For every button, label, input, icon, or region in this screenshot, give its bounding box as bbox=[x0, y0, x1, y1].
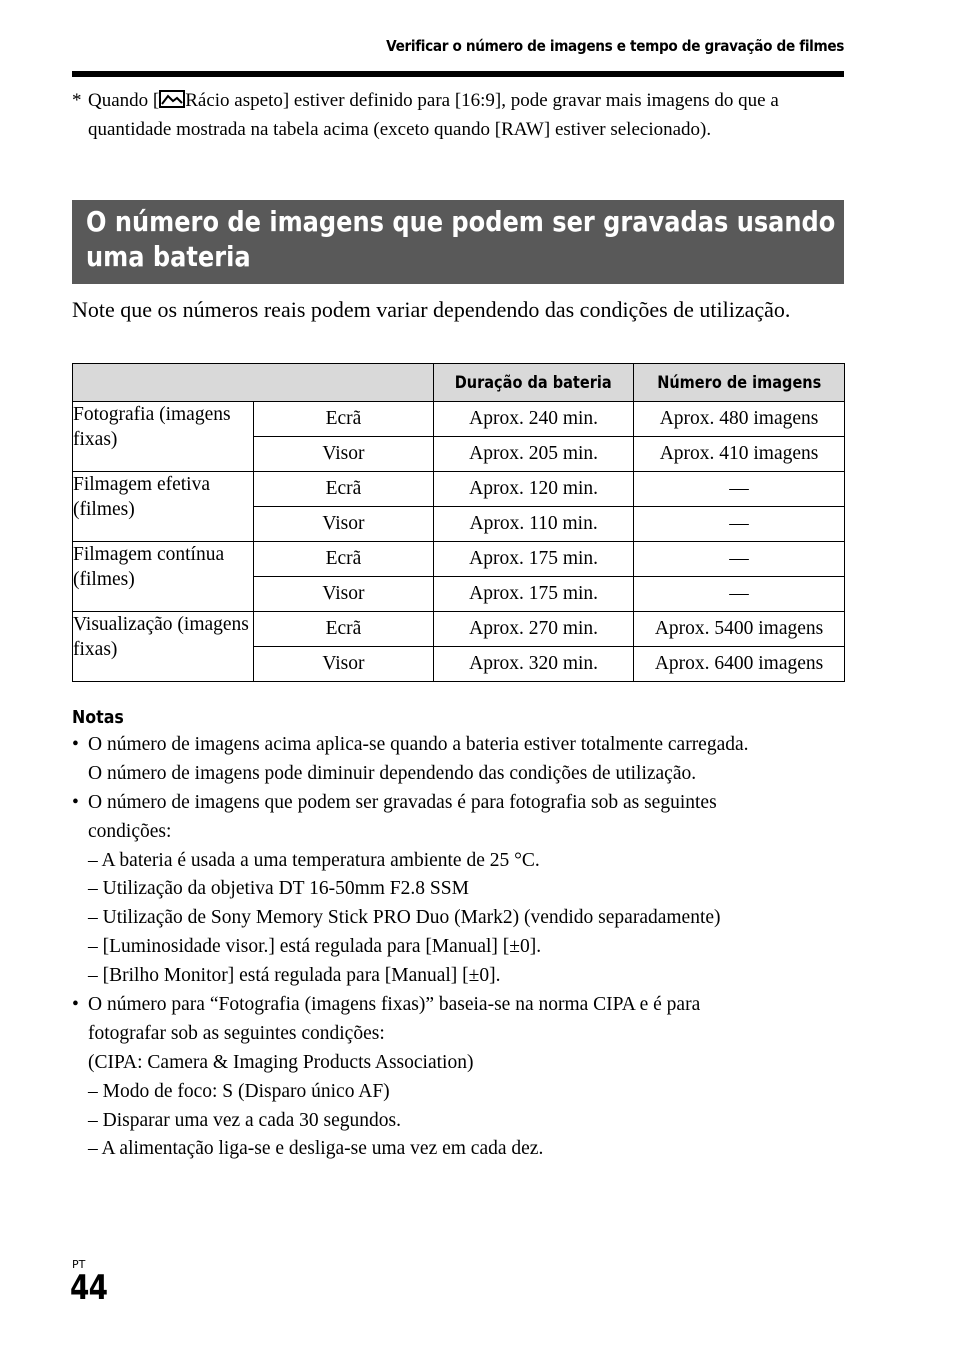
bullet-marker: • bbox=[72, 734, 79, 755]
images-cell: Aprox. 480 imagens bbox=[634, 402, 845, 437]
images-cell: — bbox=[634, 577, 845, 612]
note-text: – A alimentação liga-se e desliga-se uma vez em cada dez. bbox=[88, 1138, 544, 1160]
footnote-body bbox=[88, 86, 844, 144]
images-cell: Aprox. 5400 imagens bbox=[634, 612, 845, 647]
note-text: O número de imagens que podem ser gravadas é para fotografia sob as seguintes bbox=[88, 791, 717, 813]
section-heading-band bbox=[72, 200, 844, 284]
header-images-label: Número de imagens bbox=[656, 373, 822, 392]
note-text: – Disparar uma vez a cada 30 segundos. bbox=[88, 1109, 401, 1131]
table-header-row bbox=[73, 364, 845, 402]
page-number: 44 bbox=[70, 1268, 108, 1308]
note-continuation-line bbox=[72, 1107, 862, 1136]
footnote bbox=[72, 86, 844, 144]
header-duration-label: Duração da bateria bbox=[455, 373, 613, 392]
note-text: – [Brilho Monitor] está regulada para [Manual] [±0]. bbox=[88, 965, 501, 987]
note-text: O número de imagens pode diminuir dependendo das condições de utilização. bbox=[88, 762, 697, 784]
mode-cell: Fotografia (imagens fixas) bbox=[73, 402, 254, 472]
images-cell: — bbox=[634, 542, 845, 577]
notes-title: Notas bbox=[72, 707, 124, 728]
screen-cell: Visor bbox=[253, 647, 433, 682]
screen-cell: Visor bbox=[253, 577, 433, 612]
duration-cell: Aprox. 205 min. bbox=[434, 437, 634, 472]
note-bullet-line bbox=[72, 731, 862, 760]
duration-cell: Aprox. 270 min. bbox=[434, 612, 634, 647]
note-text: condições: bbox=[88, 820, 172, 842]
footnote-text-after: Rácio aspeto] estiver definido para [16:9], pode gravar mais imagens do que a quantidade mostrada na tabela acima (exceto quando [RAW] estiver selecionado). bbox=[88, 90, 779, 140]
table-header-duration bbox=[434, 364, 634, 402]
images-cell: — bbox=[634, 472, 845, 507]
screen-cell: Ecrã bbox=[253, 612, 433, 647]
note-continuation-line bbox=[72, 1135, 862, 1164]
table-row bbox=[73, 402, 845, 437]
duration-cell: Aprox. 110 min. bbox=[434, 507, 634, 542]
note-bullet-line bbox=[72, 991, 862, 1020]
screen-cell: Visor bbox=[253, 507, 433, 542]
page-language: PT bbox=[72, 1258, 86, 1271]
table-row bbox=[73, 542, 845, 577]
note-continuation-line bbox=[72, 760, 862, 789]
bullet-marker: • bbox=[72, 791, 79, 813]
note-text: O número de imagens acima aplica-se quando a bateria estiver totalmente carregada. bbox=[88, 734, 749, 755]
bullet-marker: • bbox=[72, 994, 79, 1016]
note-text: – [Luminosidade visor.] está regulada para [Manual] [±0]. bbox=[88, 936, 542, 958]
table-row bbox=[73, 612, 845, 647]
table-header-images bbox=[634, 364, 845, 402]
note-text: O número para “Fotografia (imagens fixas)” baseia-se na norma CIPA e é para bbox=[88, 994, 701, 1016]
duration-cell: Aprox. 175 min. bbox=[434, 542, 634, 577]
screen-cell: Ecrã bbox=[253, 402, 433, 437]
note-continuation-line bbox=[72, 818, 862, 847]
duration-cell: Aprox. 120 min. bbox=[434, 472, 634, 507]
images-cell: Aprox. 6400 imagens bbox=[634, 647, 845, 682]
images-cell: Aprox. 410 imagens bbox=[634, 437, 845, 472]
note-continuation-line bbox=[72, 962, 862, 991]
mode-cell: Filmagem contínua (filmes) bbox=[73, 542, 254, 612]
table-row bbox=[73, 472, 845, 507]
mode-cell: Visualização (imagens fixas) bbox=[73, 612, 254, 682]
note-text: (CIPA: Camera & Imaging Products Association) bbox=[88, 1051, 474, 1073]
table-header-blank bbox=[73, 364, 434, 402]
note-bullet-line bbox=[72, 789, 862, 818]
section-title: O número de imagens que podem ser gravadas usando uma bateria bbox=[86, 205, 836, 273]
notes-list bbox=[72, 731, 862, 1164]
mode-cell: Filmagem efetiva (filmes) bbox=[73, 472, 254, 542]
note-continuation-line bbox=[72, 875, 862, 904]
note-continuation-line bbox=[72, 904, 862, 933]
running-header: Verificar o número de imagens e tempo de gravação de filmes bbox=[386, 37, 844, 55]
header-rule bbox=[72, 71, 844, 77]
screen-cell: Ecrã bbox=[253, 472, 433, 507]
duration-cell: Aprox. 175 min. bbox=[434, 577, 634, 612]
images-cell: — bbox=[634, 507, 845, 542]
duration-cell: Aprox. 320 min. bbox=[434, 647, 634, 682]
note-text: – Modo de foco: S (Disparo único AF) bbox=[88, 1080, 390, 1102]
note-continuation-line bbox=[72, 847, 862, 876]
note-continuation-line bbox=[72, 1049, 862, 1078]
screen-cell: Ecrã bbox=[253, 542, 433, 577]
note-continuation-line bbox=[72, 1020, 862, 1049]
duration-cell: Aprox. 240 min. bbox=[434, 402, 634, 437]
note-continuation-line bbox=[72, 1078, 862, 1107]
note-continuation-line bbox=[72, 933, 862, 962]
note-text: – Utilização de Sony Memory Stick PRO Duo (Mark2) (vendido separadamente) bbox=[88, 907, 721, 929]
footnote-marker: * bbox=[72, 90, 82, 111]
screen-cell: Visor bbox=[253, 437, 433, 472]
section-intro: Note que os números reais podem variar dependendo das condições de utilização. bbox=[72, 297, 791, 322]
aspect-ratio-icon bbox=[159, 89, 185, 109]
note-text: – Utilização da objetiva DT 16-50mm F2.8 SSM bbox=[88, 878, 469, 900]
footnote-text-before: Quando [ bbox=[88, 90, 160, 111]
note-text: – A bateria é usada a uma temperatura ambiente de 25 °C. bbox=[88, 849, 540, 871]
note-text: fotografar sob as seguintes condições: bbox=[88, 1022, 385, 1044]
battery-table bbox=[72, 363, 845, 682]
